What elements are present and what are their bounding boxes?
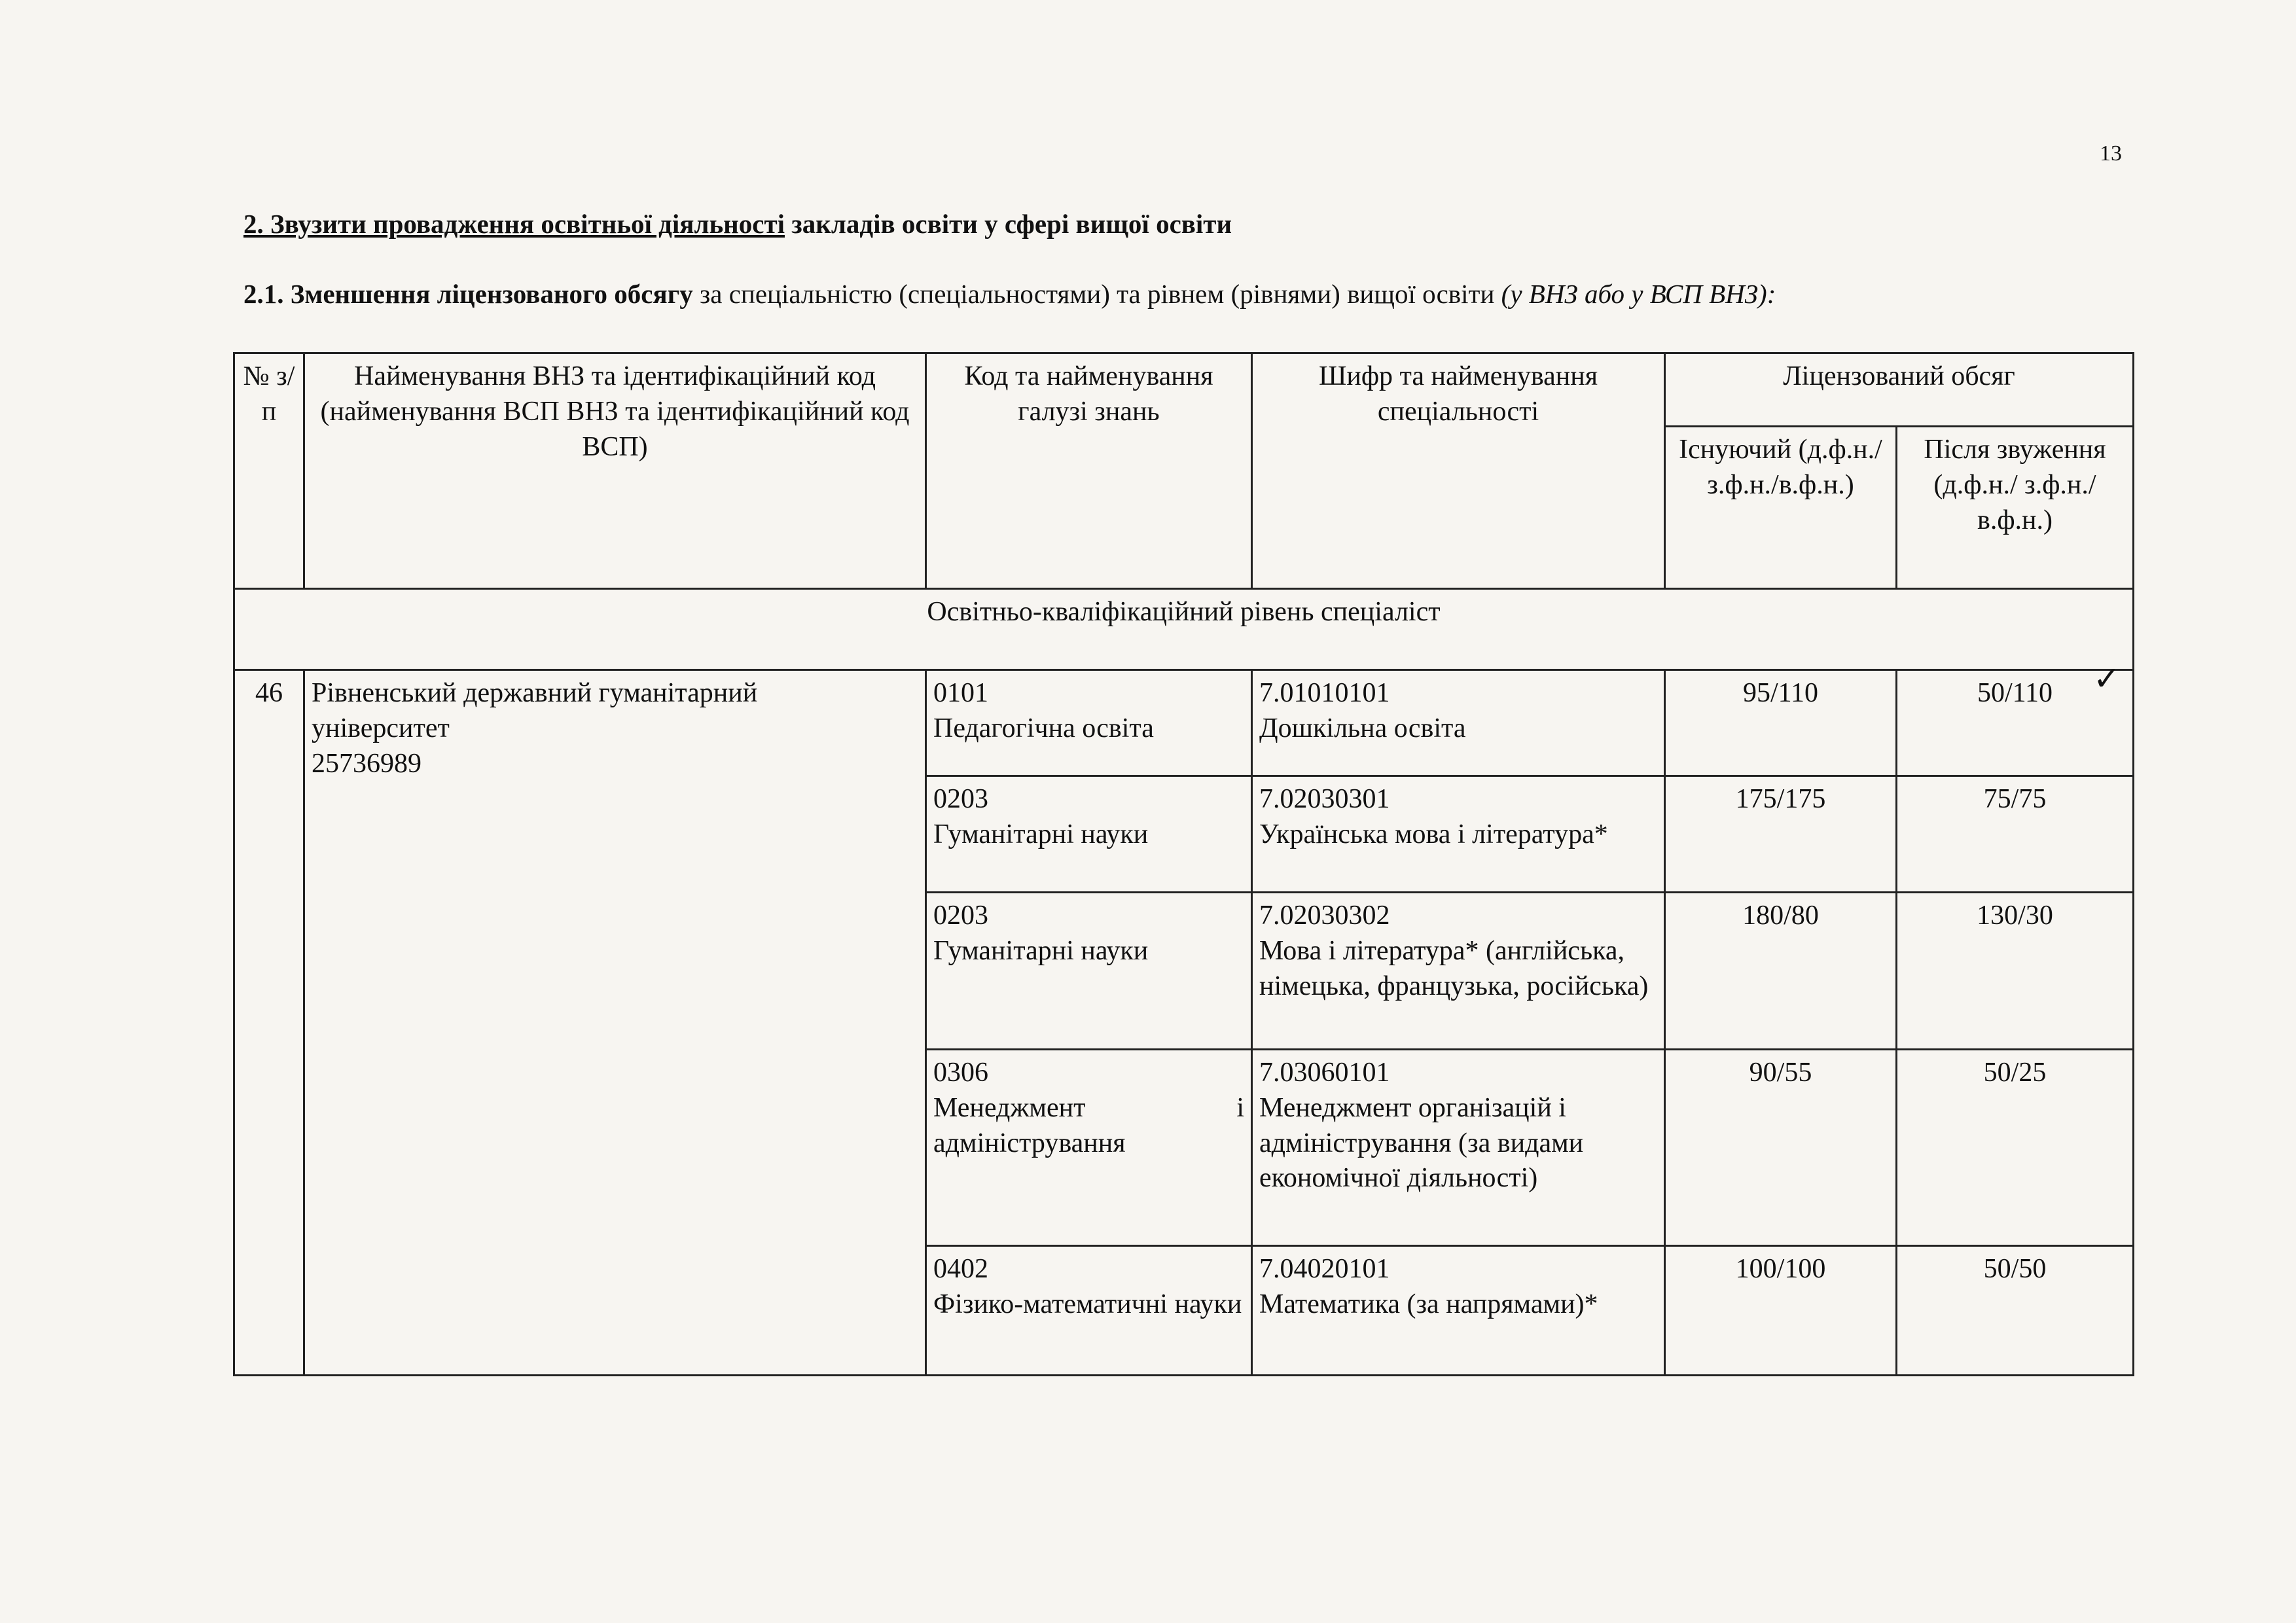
after-volume: 50/50 (1897, 1246, 2134, 1376)
specialty-code: 7.01010101 (1259, 678, 1390, 708)
specialty-name: Дошкільна освіта (1259, 713, 1466, 743)
existing-volume: 90/55 (1665, 1050, 1897, 1246)
field-name: Гуманітарні науки (933, 819, 1149, 849)
entry-number: 46 (234, 670, 304, 1376)
specialty-code: 7.02030301 (1259, 784, 1390, 814)
field-name-line (933, 1091, 1244, 1126)
section-heading-underlined: 2. Звузити провадження освітньої діяльності (243, 209, 785, 239)
field-name-part: адміністрування (933, 1128, 1126, 1158)
existing-volume: 175/175 (1665, 776, 1897, 893)
subsection-heading-italic: (у ВНЗ або у ВСП ВНЗ): (1501, 279, 1776, 309)
specialty-name: Українська мова і література* (1259, 819, 1608, 849)
header-university: Найменування ВНЗ та ідентифікаційний код (найменування ВСП ВНЗ та ідентифікаційний код ВСП) (304, 353, 926, 589)
field-name: Педагогічна освіта (933, 713, 1154, 743)
header-num: № з/п (234, 353, 304, 589)
subsection-heading (243, 278, 1776, 310)
field-name-part: Менеджмент (933, 1092, 1086, 1123)
handwritten-check-mark: ✓ (2093, 660, 2121, 698)
specialty-cell (1252, 1246, 1665, 1376)
specialty-cell (1252, 670, 1665, 776)
specialty-cell (1252, 1050, 1665, 1246)
page-number: 13 (2100, 141, 2122, 166)
field-code: 0203 (933, 901, 988, 931)
specialty-name: Менеджмент організацій і адміністрування (за видами економічної діяльності) (1259, 1092, 1584, 1194)
field-cell (926, 1246, 1252, 1376)
field-name: Гуманітарні науки (933, 935, 1149, 966)
header-specialty: Шифр та найменування спеціальності (1252, 353, 1665, 589)
field-code: 0402 (933, 1254, 988, 1284)
existing-volume: 180/80 (1665, 893, 1897, 1050)
specialty-name: Математика (за напрямами)* (1259, 1289, 1598, 1319)
specialty-code: 7.04020101 (1259, 1254, 1390, 1284)
section-heading-rest: закладів освіти у сфері вищої освіти (785, 209, 1232, 239)
header-existing: Існуючий (д.ф.н./ з.ф.н./в.ф.н.) (1665, 427, 1897, 589)
field-cell (926, 670, 1252, 776)
existing-volume: 95/110 (1665, 670, 1897, 776)
specialty-cell (1252, 893, 1665, 1050)
specialty-name: Мова і література* (англійська, німецька, французька, російська) (1259, 935, 1649, 1001)
header-field-code: Код та найменування галузі знань (926, 353, 1252, 589)
section-heading (243, 208, 1232, 240)
header-after: Після звуження (д.ф.н./ з.ф.н./в.ф.н.) (1897, 427, 2134, 589)
university-name-line2: університет (312, 713, 450, 743)
field-name-part: і (1236, 1092, 1244, 1123)
license-table (233, 352, 2134, 1376)
after-volume: 50/25 (1897, 1050, 2134, 1246)
university-code: 25736989 (312, 748, 422, 779)
specialty-code: 7.02030302 (1259, 901, 1390, 931)
field-cell (926, 893, 1252, 1050)
university-cell (304, 670, 926, 1376)
field-cell (926, 776, 1252, 893)
field-code: 0306 (933, 1058, 988, 1088)
field-code: 0101 (933, 678, 988, 708)
after-volume: 75/75 (1897, 776, 2134, 893)
university-name-line1: Рівненський державний гуманітарний (312, 678, 758, 708)
specialty-code: 7.03060101 (1259, 1058, 1390, 1088)
field-cell (926, 1050, 1252, 1246)
specialty-cell (1252, 776, 1665, 893)
table-row (234, 670, 2134, 776)
subsection-heading-normal: за спеціальністю (спеціальностями) та рівнем (рівнями) вищої освіти (692, 279, 1501, 309)
header-licensed-volume: Ліцензований обсяг (1665, 353, 2134, 427)
education-level: Освітньо-кваліфікаційний рівень спеціаліст (234, 589, 2134, 670)
existing-volume: 100/100 (1665, 1246, 1897, 1376)
field-code: 0203 (933, 784, 988, 814)
after-volume: 130/30 (1897, 893, 2134, 1050)
after-volume: 50/110 (1897, 670, 2134, 776)
field-name: Фізико-математичні науки (933, 1289, 1242, 1319)
subsection-heading-bold: 2.1. Зменшення ліцензованого обсягу (243, 279, 693, 309)
